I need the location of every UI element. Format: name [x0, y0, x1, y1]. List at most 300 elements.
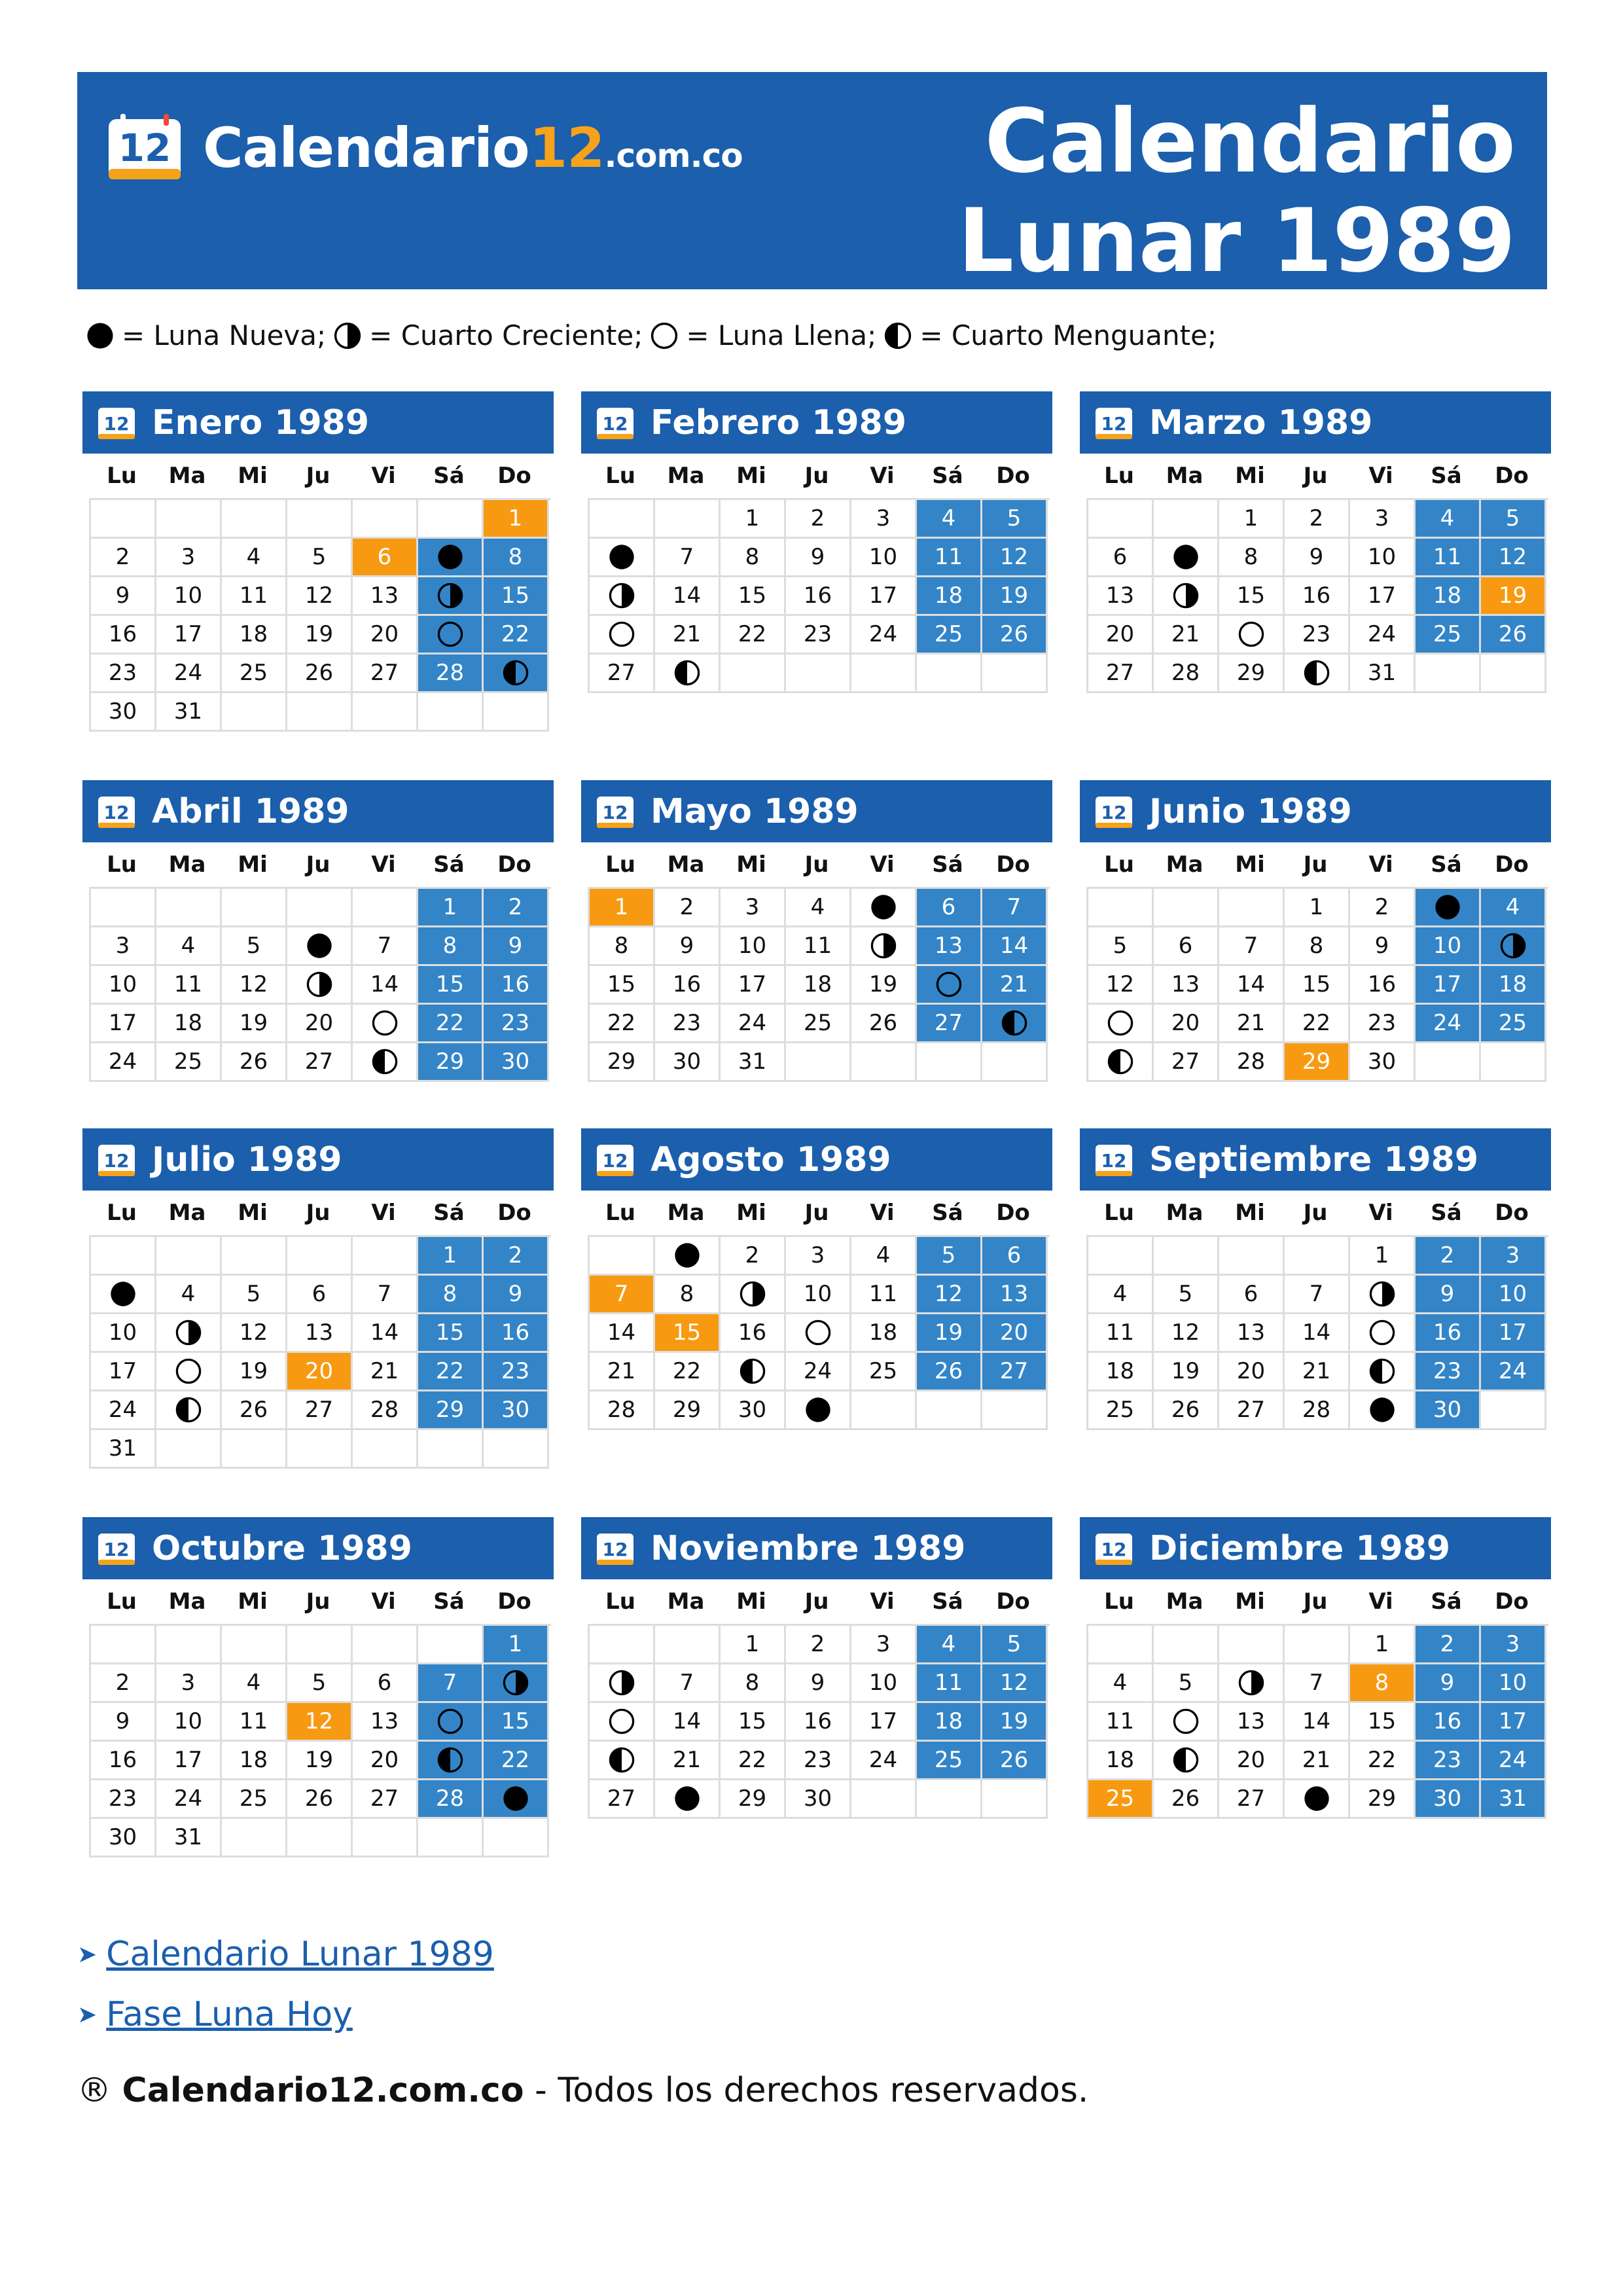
weekday-label: Sá [433, 463, 465, 489]
day-cell: 11 [1416, 539, 1481, 577]
day-cell: 27 [1219, 1780, 1285, 1819]
weekday-header-row [1086, 842, 1551, 887]
day-cell: 9 [91, 577, 156, 616]
calendar-icon [596, 794, 635, 829]
day-cell [1416, 889, 1481, 927]
day-cell: 27 [1154, 1043, 1219, 1082]
day-cell: 12 [1154, 1314, 1219, 1353]
title-line-2: Lunar 1989 [957, 190, 1516, 292]
day-cell [418, 577, 484, 616]
day-cell: 2 [1416, 1626, 1481, 1664]
day-cell: 1 [1219, 500, 1285, 539]
day-cell: 11 [222, 1703, 287, 1742]
empty-day-cell [484, 1430, 549, 1469]
weekday-label: Ju [804, 852, 829, 878]
moon-full-icon [1237, 620, 1266, 649]
day-cell: 16 [91, 616, 156, 655]
day-cell: 16 [655, 966, 721, 1005]
weekday-label: Vi [870, 1588, 895, 1615]
day-cell: 13 [1219, 1314, 1285, 1353]
empty-day-cell [222, 1819, 287, 1857]
empty-day-cell [156, 889, 222, 927]
empty-day-cell [156, 1626, 222, 1664]
day-cell: 5 [1088, 927, 1154, 966]
weekday-label: Vi [371, 852, 396, 878]
empty-day-cell [590, 1626, 655, 1664]
month-calendar [581, 391, 1052, 693]
empty-day-cell [590, 1237, 655, 1276]
empty-day-cell [222, 1237, 287, 1276]
month-header [82, 1517, 554, 1579]
svg-text:12: 12 [103, 1149, 130, 1172]
day-cell: 28 [590, 1391, 655, 1430]
svg-text:12: 12 [118, 126, 171, 170]
day-cell [786, 1314, 851, 1353]
day-cell: 21 [655, 1742, 721, 1780]
day-cell: 12 [287, 1703, 353, 1742]
day-cell: 16 [484, 1314, 549, 1353]
calendar-icon [1094, 1531, 1133, 1566]
day-cell [418, 1742, 484, 1780]
day-cell: 29 [418, 1043, 484, 1082]
empty-day-cell [287, 1819, 353, 1857]
day-cell: 21 [982, 966, 1048, 1005]
moon-full-icon [607, 1707, 636, 1736]
weekday-label: Mi [238, 852, 268, 878]
footer-text: - Todos los derechos reservados. [535, 2071, 1089, 2110]
day-cell [1350, 1276, 1416, 1314]
day-cell: 26 [222, 1043, 287, 1082]
day-cell: 7 [353, 927, 418, 966]
registered-symbol: ® [77, 2071, 111, 2110]
day-cell: 27 [917, 1005, 982, 1043]
day-cell: 13 [982, 1276, 1048, 1314]
day-cell [156, 1353, 222, 1391]
calendar-icon [596, 405, 635, 440]
month-header [82, 391, 554, 454]
weekday-label: Sá [1431, 1588, 1462, 1615]
weekday-label: Lu [1104, 463, 1134, 489]
day-cell: 23 [484, 1005, 549, 1043]
day-cell: 15 [418, 966, 484, 1005]
day-cell: 25 [786, 1005, 851, 1043]
empty-day-cell [851, 1043, 917, 1082]
day-cell: 18 [851, 1314, 917, 1353]
day-cell: 18 [1481, 966, 1546, 1005]
day-cell: 15 [721, 577, 786, 616]
logo-number: 12 [529, 116, 605, 180]
day-cell: 27 [353, 1780, 418, 1819]
day-cell: 15 [484, 1703, 549, 1742]
month-title: Septiembre 1989 [1149, 1139, 1479, 1179]
day-cell [851, 927, 917, 966]
day-cell: 4 [851, 1237, 917, 1276]
day-cell: 17 [156, 616, 222, 655]
empty-day-cell [1154, 889, 1219, 927]
day-cell: 9 [786, 539, 851, 577]
empty-day-cell [982, 1780, 1048, 1819]
day-cell: 9 [484, 927, 549, 966]
day-cell: 31 [91, 1430, 156, 1469]
empty-day-cell [917, 1780, 982, 1819]
empty-day-cell [786, 655, 851, 693]
day-cell: 1 [484, 500, 549, 539]
empty-day-cell [1285, 1237, 1350, 1276]
day-cell: 15 [484, 577, 549, 616]
day-cell: 25 [222, 1780, 287, 1819]
weekday-label: Mi [736, 1588, 766, 1615]
day-cell: 10 [91, 1314, 156, 1353]
empty-day-cell [353, 1819, 418, 1857]
site-logo[interactable] [106, 109, 743, 187]
weekday-label: Ma [168, 852, 206, 878]
moon-new-icon [501, 1784, 530, 1813]
day-cell [655, 1237, 721, 1276]
month-calendar [1080, 1517, 1551, 1819]
day-cell: 10 [1481, 1664, 1546, 1703]
day-cell [484, 655, 549, 693]
weekday-label: Mi [736, 852, 766, 878]
empty-day-cell [287, 500, 353, 539]
month-header [1080, 1517, 1551, 1579]
calendar-icon [97, 794, 136, 829]
day-cell: 26 [287, 1780, 353, 1819]
day-cell: 21 [1285, 1742, 1350, 1780]
day-cell: 25 [917, 616, 982, 655]
day-cell: 7 [982, 889, 1048, 927]
day-cell [484, 1780, 549, 1819]
weekday-label: Mi [238, 463, 268, 489]
empty-day-cell [353, 500, 418, 539]
weekday-label: Ju [804, 1588, 829, 1615]
month-calendar [581, 1517, 1052, 1819]
day-cell: 14 [1285, 1703, 1350, 1742]
month-calendar [82, 1517, 554, 1857]
day-cell: 30 [1416, 1780, 1481, 1819]
day-cell: 31 [1481, 1780, 1546, 1819]
day-cell: 1 [590, 889, 655, 927]
month-title: Enero 1989 [152, 403, 370, 442]
empty-day-cell [353, 1237, 418, 1276]
day-grid [1086, 887, 1548, 1082]
day-grid [588, 1624, 1050, 1819]
empty-day-cell [91, 889, 156, 927]
weekday-label: Lu [107, 1200, 137, 1226]
weekday-label: Lu [605, 463, 635, 489]
day-cell: 26 [851, 1005, 917, 1043]
weekday-label: Ma [168, 1200, 206, 1226]
day-cell: 2 [1285, 500, 1350, 539]
weekday-label: Vi [870, 852, 895, 878]
day-cell: 18 [1088, 1353, 1154, 1391]
empty-day-cell [287, 693, 353, 732]
day-cell: 23 [1285, 616, 1350, 655]
moon-last-icon [883, 321, 913, 351]
weekday-label: Ju [1303, 1588, 1328, 1615]
day-cell [418, 616, 484, 655]
month-title: Julio 1989 [152, 1139, 342, 1179]
svg-text:12: 12 [1101, 1538, 1127, 1560]
weekday-label: Sá [932, 1588, 963, 1615]
weekday-label: Ju [804, 1200, 829, 1226]
day-cell: 13 [917, 927, 982, 966]
day-cell: 20 [1219, 1742, 1285, 1780]
day-cell: 15 [590, 966, 655, 1005]
day-cell: 26 [982, 1742, 1048, 1780]
day-cell: 15 [1285, 966, 1350, 1005]
link-lunar-calendar[interactable]: Calendario Lunar 1989 [106, 1935, 494, 1974]
day-cell: 12 [222, 966, 287, 1005]
moon-full-icon [607, 620, 636, 649]
day-cell [1285, 1780, 1350, 1819]
svg-text:12: 12 [602, 1538, 628, 1560]
weekday-header-row [1086, 454, 1551, 498]
empty-day-cell [851, 1391, 917, 1430]
day-cell: 22 [721, 1742, 786, 1780]
weekday-label: Mi [736, 1200, 766, 1226]
day-cell: 28 [1154, 655, 1219, 693]
day-cell: 6 [982, 1237, 1048, 1276]
day-cell: 8 [1350, 1664, 1416, 1703]
weekday-label: Lu [107, 852, 137, 878]
calendar-icon [97, 1531, 136, 1566]
weekday-label: Vi [1368, 852, 1393, 878]
calendar-icon [1094, 1142, 1133, 1177]
day-cell: 3 [156, 539, 222, 577]
day-cell: 14 [590, 1314, 655, 1353]
day-cell: 17 [721, 966, 786, 1005]
weekday-label: Do [497, 1588, 531, 1615]
link-moon-phase-today[interactable]: Fase Luna Hoy [106, 1995, 353, 2034]
calendar-logo-icon [106, 114, 183, 182]
moon-first-icon [174, 1318, 203, 1347]
day-cell: 20 [353, 616, 418, 655]
day-cell: 5 [917, 1237, 982, 1276]
day-cell: 29 [655, 1391, 721, 1430]
moon-full-icon [436, 620, 465, 649]
month-calendar [82, 780, 554, 1082]
day-cell: 19 [1481, 577, 1546, 616]
logo-wordmark [203, 116, 743, 180]
moon-last-icon [673, 658, 702, 687]
weekday-header-row [588, 454, 1052, 498]
weekday-label: Ma [667, 1200, 705, 1226]
arrow-right-icon: ➤ [77, 2001, 98, 2028]
day-cell: 3 [1481, 1237, 1546, 1276]
weekday-label: Vi [371, 463, 396, 489]
day-cell: 12 [982, 539, 1048, 577]
day-cell [1154, 1742, 1219, 1780]
month-header [581, 780, 1052, 842]
day-cell: 2 [786, 500, 851, 539]
legend-label-new: = Luna Nueva; [122, 319, 327, 351]
day-cell: 23 [91, 655, 156, 693]
day-cell: 8 [418, 927, 484, 966]
empty-day-cell [156, 500, 222, 539]
weekday-label: Vi [1368, 1588, 1393, 1615]
day-cell: 14 [655, 1703, 721, 1742]
day-cell: 27 [982, 1353, 1048, 1391]
weekday-label: Lu [1104, 1588, 1134, 1615]
month-header [581, 391, 1052, 454]
weekday-label: Ma [1166, 852, 1204, 878]
calendar-icon [1094, 405, 1133, 440]
day-cell: 31 [156, 693, 222, 732]
day-cell [1154, 1703, 1219, 1742]
day-cell: 30 [786, 1780, 851, 1819]
day-cell [353, 1043, 418, 1082]
day-cell: 9 [91, 1703, 156, 1742]
day-cell: 2 [786, 1626, 851, 1664]
moon-full-icon [370, 1009, 399, 1037]
day-cell: 23 [1416, 1742, 1481, 1780]
day-cell: 3 [721, 889, 786, 927]
day-cell: 16 [91, 1742, 156, 1780]
month-header [1080, 780, 1551, 842]
day-cell: 18 [917, 577, 982, 616]
day-cell: 10 [1481, 1276, 1546, 1314]
day-cell: 21 [655, 616, 721, 655]
day-cell: 29 [590, 1043, 655, 1082]
month-header [82, 780, 554, 842]
weekday-label: Mi [238, 1588, 268, 1615]
empty-day-cell [786, 1043, 851, 1082]
day-cell: 14 [1219, 966, 1285, 1005]
day-cell [156, 1391, 222, 1430]
day-cell: 18 [1416, 577, 1481, 616]
day-cell: 4 [156, 1276, 222, 1314]
day-cell: 11 [1088, 1703, 1154, 1742]
day-cell: 1 [1350, 1237, 1416, 1276]
day-cell [1088, 1005, 1154, 1043]
day-cell: 24 [786, 1353, 851, 1391]
day-cell: 11 [851, 1276, 917, 1314]
day-cell: 8 [590, 927, 655, 966]
empty-day-cell [1088, 889, 1154, 927]
moon-full-icon [649, 321, 679, 351]
day-cell: 26 [1481, 616, 1546, 655]
month-header [1080, 391, 1551, 454]
empty-day-cell [1481, 1043, 1546, 1082]
day-cell: 6 [353, 1664, 418, 1703]
empty-day-cell [1416, 1043, 1481, 1082]
day-cell: 26 [1154, 1391, 1219, 1430]
weekday-label: Sá [1431, 852, 1462, 878]
day-cell: 10 [851, 539, 917, 577]
empty-day-cell [418, 1626, 484, 1664]
month-title: Marzo 1989 [1149, 403, 1373, 442]
day-grid [588, 887, 1050, 1082]
day-cell: 11 [917, 539, 982, 577]
day-cell: 1 [721, 500, 786, 539]
moon-full-icon [174, 1357, 203, 1386]
day-cell: 19 [287, 616, 353, 655]
day-cell: 23 [786, 616, 851, 655]
day-grid [588, 498, 1050, 693]
day-cell: 28 [1285, 1391, 1350, 1430]
day-cell: 6 [1219, 1276, 1285, 1314]
day-cell: 1 [418, 889, 484, 927]
day-cell: 25 [1088, 1780, 1154, 1819]
day-cell: 16 [484, 966, 549, 1005]
day-cell: 27 [590, 1780, 655, 1819]
day-cell [287, 927, 353, 966]
moon-last-icon [1171, 1746, 1200, 1774]
weekday-label: Do [1495, 463, 1529, 489]
weekday-label: Ju [804, 463, 829, 489]
moon-new-icon [1433, 893, 1462, 922]
day-cell: 29 [1285, 1043, 1350, 1082]
moon-full-icon [1171, 1707, 1200, 1736]
weekday-label: Do [1495, 852, 1529, 878]
empty-day-cell [982, 655, 1048, 693]
day-cell: 2 [91, 1664, 156, 1703]
day-cell: 4 [222, 539, 287, 577]
day-cell: 24 [1350, 616, 1416, 655]
empty-day-cell [1416, 655, 1481, 693]
day-cell: 26 [1154, 1780, 1219, 1819]
month-header [581, 1517, 1052, 1579]
day-cell: 19 [222, 1005, 287, 1043]
svg-text:12: 12 [602, 412, 628, 435]
day-cell: 20 [1219, 1353, 1285, 1391]
day-cell: 22 [418, 1005, 484, 1043]
day-cell: 9 [1416, 1664, 1481, 1703]
day-cell [590, 1742, 655, 1780]
day-cell: 12 [287, 577, 353, 616]
day-cell: 30 [484, 1391, 549, 1430]
day-cell: 10 [786, 1276, 851, 1314]
day-cell: 1 [721, 1626, 786, 1664]
day-cell [353, 1005, 418, 1043]
moon-new-icon [305, 931, 334, 960]
day-cell [1219, 1664, 1285, 1703]
day-cell: 17 [91, 1005, 156, 1043]
day-cell: 29 [1219, 655, 1285, 693]
day-cell: 19 [222, 1353, 287, 1391]
moon-first-icon [305, 970, 334, 999]
empty-day-cell [222, 693, 287, 732]
day-cell: 10 [1350, 539, 1416, 577]
month-calendar [82, 1128, 554, 1469]
day-cell: 30 [91, 1819, 156, 1857]
day-cell: 4 [222, 1664, 287, 1703]
weekday-label: Sá [433, 1588, 465, 1615]
day-cell: 3 [1481, 1626, 1546, 1664]
day-cell: 19 [287, 1742, 353, 1780]
day-cell [851, 889, 917, 927]
moon-new-icon [109, 1280, 137, 1308]
day-cell: 30 [1416, 1391, 1481, 1430]
weekday-label: Ma [1166, 463, 1204, 489]
month-header [82, 1128, 554, 1191]
day-cell: 2 [1416, 1237, 1481, 1276]
weekday-label: Vi [1368, 463, 1393, 489]
day-cell: 22 [484, 1742, 549, 1780]
month-title: Abril 1989 [152, 791, 349, 831]
empty-day-cell [655, 500, 721, 539]
empty-day-cell [222, 1430, 287, 1469]
day-cell: 1 [1350, 1626, 1416, 1664]
calendar-icon [596, 1531, 635, 1566]
day-cell: 29 [721, 1780, 786, 1819]
day-cell: 22 [1350, 1742, 1416, 1780]
day-cell: 6 [353, 539, 418, 577]
weekday-header-row [89, 1579, 554, 1624]
day-cell: 3 [1350, 500, 1416, 539]
weekday-label: Sá [1431, 1200, 1462, 1226]
day-cell: 10 [721, 927, 786, 966]
